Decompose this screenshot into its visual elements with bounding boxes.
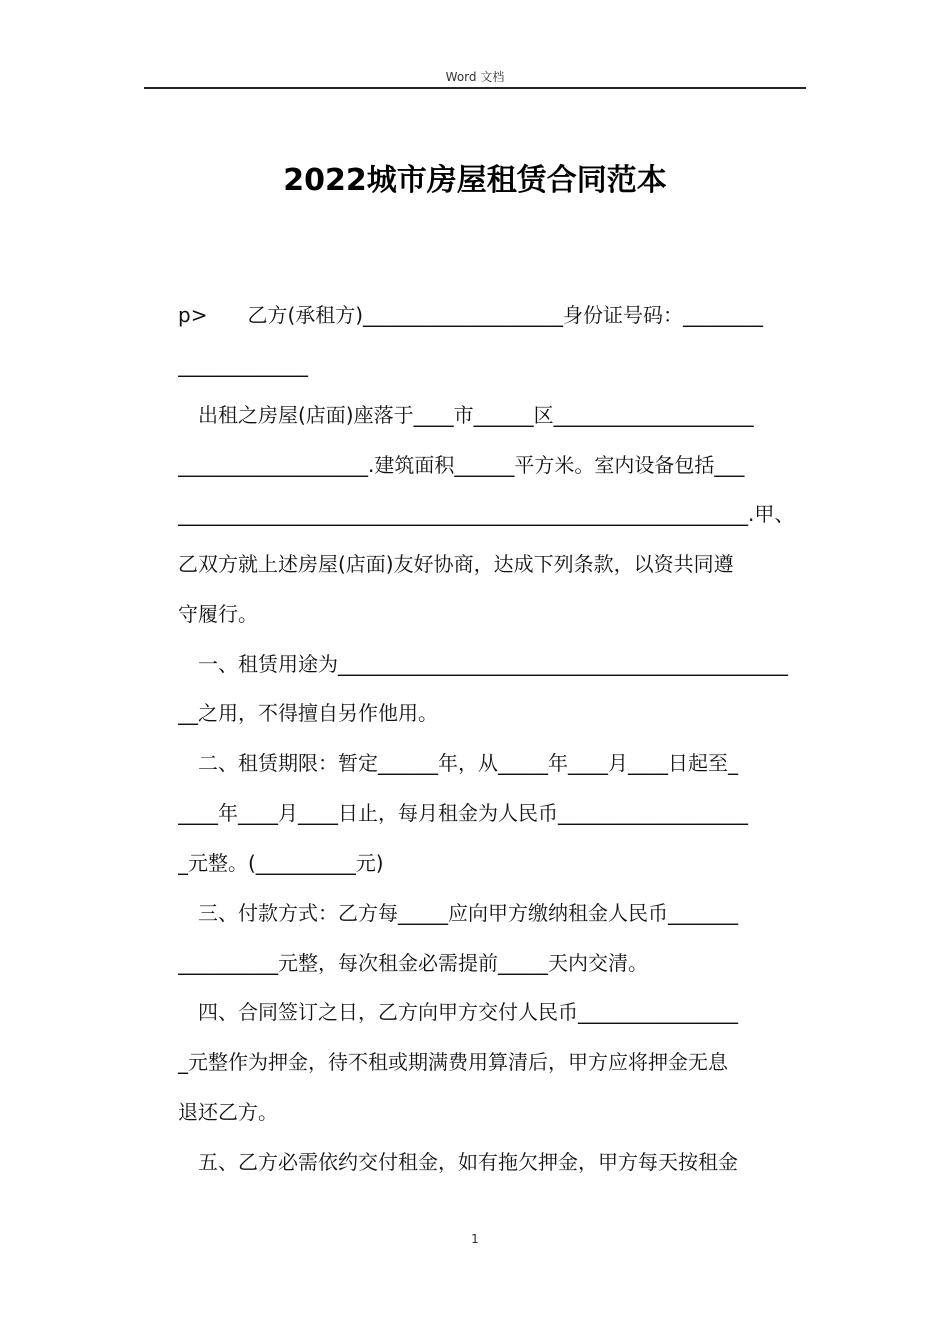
body-line: 四、合同签订之日，乙方向甲方交付人民币________________	[178, 1000, 738, 1024]
body-line: _元整。(__________元)	[178, 851, 384, 875]
body-line: _元整作为押金，待不租或期满费用算清后，甲方应将押金无息	[178, 1050, 728, 1074]
body-line: 乙双方就上述房屋(店面)友好协商，达成下列条款，以资共同遵	[178, 552, 734, 576]
body-line: _________________________________________________________.甲、	[178, 502, 795, 526]
body-line: 五、乙方必需依约交付租金，如有拖欠押金，甲方每天按租金	[178, 1150, 738, 1174]
body-line: 一、租赁用途为_____________________________________________	[178, 652, 788, 676]
body-line: 出租之房屋(店面)座落于____市______区____________________	[178, 403, 754, 427]
body-line: ____年____月____日止，每月租金为人民币___________________	[178, 801, 748, 825]
body-line: _____________	[178, 353, 308, 377]
body-line: __________元整，每次租金必需提前_____天内交清。	[178, 951, 648, 975]
document-title: 2022城市房屋租赁合同范本	[283, 163, 667, 198]
body-line: p> 乙方(承租方)____________________身份证号码：________	[178, 303, 764, 327]
page-header-label: Word 文档	[445, 70, 505, 84]
body-line: 二、租赁期限：暂定______年，从_____年____月____日起至_	[178, 751, 738, 775]
body-line: ___________________.建筑面积______平方米。室内设备包括___	[178, 453, 745, 477]
body-line: 退还乙方。	[178, 1100, 278, 1124]
header-divider	[144, 87, 806, 89]
body-line: 三、付款方式：乙方每_____应向甲方缴纳租金人民币_______	[178, 901, 738, 925]
page-number: 1	[471, 1232, 479, 1246]
body-line: 守履行。	[178, 602, 258, 626]
body-line: __之用，不得擅自另作他用。	[178, 701, 438, 725]
